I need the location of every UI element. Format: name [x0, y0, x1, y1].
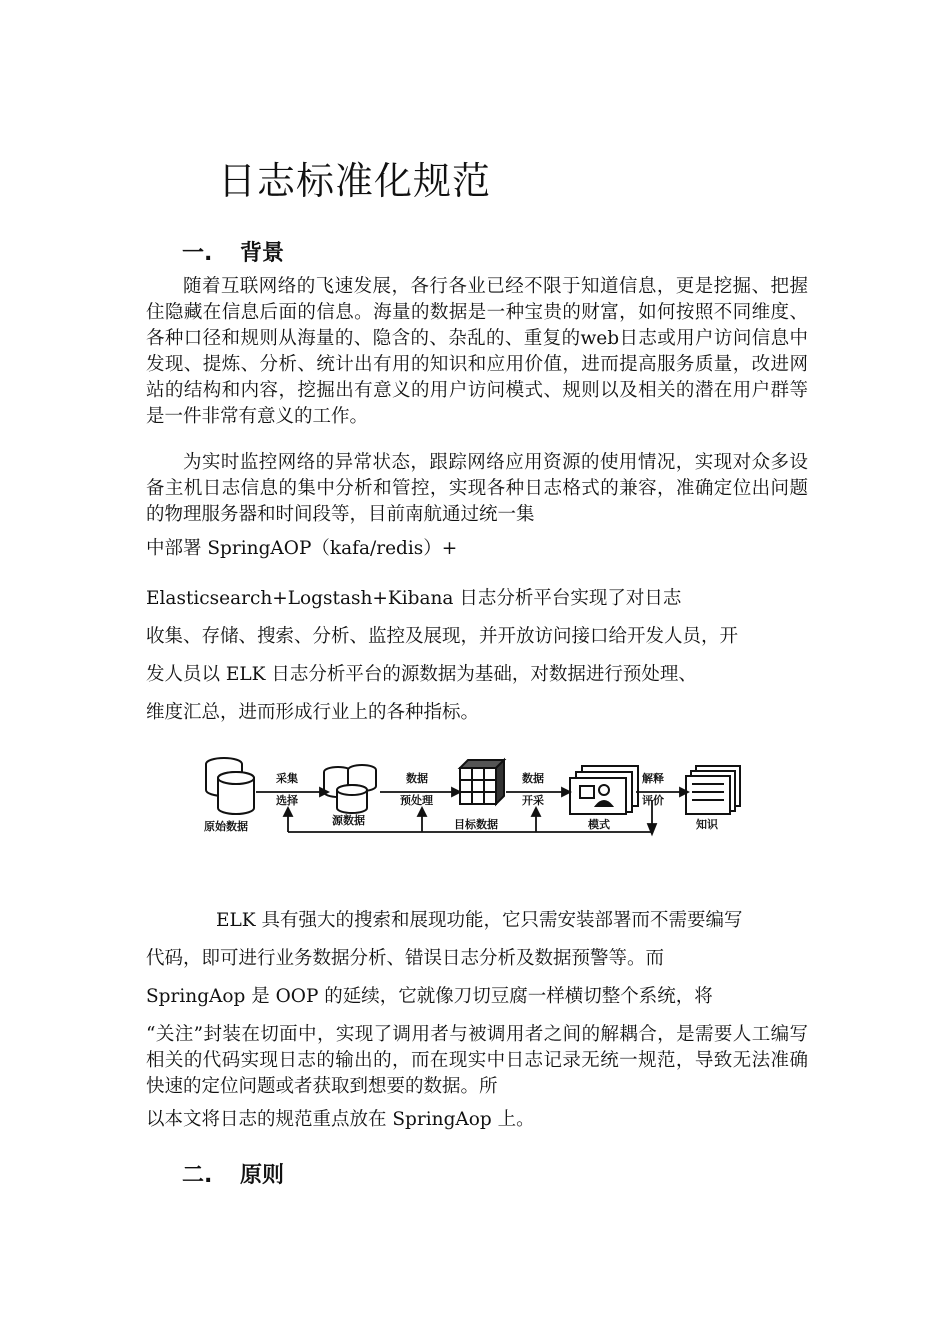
text-line: 中部署 SpringAOP（kafa/redis）+: [146, 538, 458, 559]
paragraph-elk: [146, 902, 808, 1016]
cube-grid-icon: [460, 760, 504, 804]
label-raw-data: 原始数据: [204, 820, 248, 833]
section-heading-principles: [182, 1158, 284, 1189]
database-icon: [324, 765, 376, 813]
label-target-data: 目标数据: [454, 818, 498, 831]
database-icon: [206, 758, 254, 814]
label-step2-bottom: 预处理: [400, 794, 433, 807]
text-line: 收集、存储、搜索、分析、监控及展现，并开放访问接口给开发人员，开: [146, 626, 739, 647]
label-step2-top: 数据: [406, 772, 428, 785]
data-mining-process-diagram: [196, 752, 756, 842]
label-step3-top: 数据: [522, 772, 544, 785]
label-step1-top: 采集: [276, 772, 298, 785]
text-line: 维度汇总，进而形成行业上的各种指标。: [146, 702, 480, 723]
paragraph-background-1: 随着互联网络的飞速发展，各行各业已经不限于知道信息，更是挖掘、把握住隐藏在信息后面的信息。海量的数据是一种宝贵的财富，如何按照不同维度、各种口径和规则从海量的、隐含的、杂乱的、重复的web日志或用户访问信息中发现、提炼、分析、统计出有用的知识和应用价值，进而提高服务质量，改进网站的结构和内容，挖掘出有意义的用户访问模式、规则以及相关的潜在用户群等是一件非常有意义的工作。: [146, 276, 808, 427]
section-heading-background: [182, 236, 284, 267]
text-line: Elasticsearch+Logstash+Kibana 日志分析平台实现了对日志: [146, 588, 682, 609]
pattern-screens-icon: [570, 766, 638, 814]
section-title: 背景: [240, 241, 285, 266]
page-title: 日志标准化规范: [218, 159, 492, 203]
text-line: SpringAop 是 OOP 的延续，它就像刀切豆腐一样横切整个系统，将: [146, 986, 713, 1007]
section-number: 一.: [182, 241, 213, 266]
documents-icon: [686, 766, 740, 814]
label-step3-bottom: 开采: [522, 794, 544, 807]
section-number: 二.: [182, 1163, 213, 1188]
label-step4-bottom: 评价: [642, 794, 664, 807]
label-pattern: 模式: [588, 818, 610, 831]
label-source-data: 源数据: [332, 814, 365, 827]
paragraph-background-2-continued: [146, 530, 808, 732]
text-line: 代码，即可进行业务数据分析、错误日志分析及数据预警等。而: [146, 948, 665, 969]
paragraph-elk-last-line: 以本文将日志的规范重点放在 SpringAop 上。: [146, 1109, 535, 1130]
text-line: 发人员以 ELK 日志分析平台的源数据为基础，对数据进行预处理、: [146, 664, 697, 685]
label-step1-bottom: 选择: [276, 794, 298, 807]
section-title: 原则: [240, 1163, 285, 1188]
label-step4-top: 解释: [642, 772, 664, 785]
paragraph-elk-continued: “关注”封装在切面中，实现了调用者与被调用者之间的解耦合，是需要人工编写相关的代码实现日志的输出的，而在现实中日志记录无统一规范，导致无法准确快速的定位问题或者获取到想要的数据。所: [146, 1024, 808, 1097]
text-line: ELK 具有强大的搜索和展现功能，它只需安装部署而不需要编写: [216, 910, 743, 931]
label-knowledge: 知识: [696, 818, 718, 831]
paragraph-background-2: 为实时监控网络的异常状态，跟踪网络应用资源的使用情况，实现对众多设备主机日志信息的集中分析和管控，实现各种日志格式的兼容，准确定位出问题的物理服务器和时间段等，目前南航通过统一集: [146, 452, 808, 525]
